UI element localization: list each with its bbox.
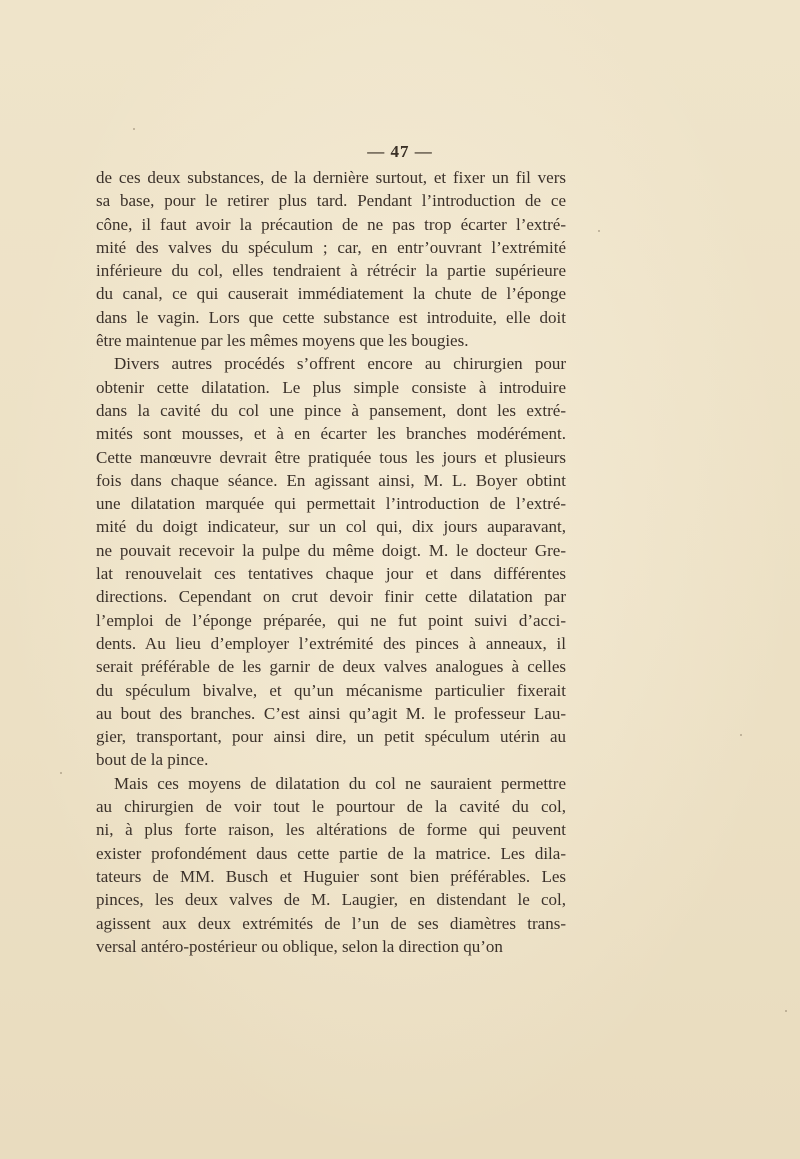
text-line: au bout des branches. C’est ainsi qu’agit M. le professeur Lau- xyxy=(96,703,566,723)
text-line: dans la cavité du col une pince à pansement, dont les extré- xyxy=(96,400,566,420)
text-line: de ces deux substances, de la dernière surtout, et fixer un fil vers xyxy=(96,168,566,187)
text-line: fois dans chaque séance. En agissant ainsi, M. L. Boyer obtint xyxy=(96,470,566,490)
text-line: mité des valves du spéculum ; car, en entr’ouvrant l’extrémité xyxy=(96,237,566,257)
text-line: lat renouvelait ces tentatives chaque jour et dans différentes xyxy=(96,564,566,584)
text-line: agissent aux deux extrémités de l’un de ses diamètres trans- xyxy=(96,913,566,933)
text-line: versal antéro-postérieur ou oblique, selon la direction qu’on xyxy=(96,936,503,956)
text-line: sa base, pour le retirer plus tard. Pendant l’introduction de ce xyxy=(96,191,566,211)
page-number: — 47 — xyxy=(367,142,433,161)
text-line: du spéculum bivalve, et qu’un mécanisme particulier fixerait xyxy=(96,680,566,700)
text-line: au chirurgien de voir tout le pourtour de la cavité du col, xyxy=(96,797,566,817)
text-line: bout de la pince. xyxy=(96,750,209,770)
text-line: dents. Au lieu d’employer l’extrémité des pinces à anneaux, il xyxy=(96,633,566,653)
paper-speck xyxy=(740,734,742,736)
text-line: tateurs de MM. Busch et Huguier sont bien préférables. Les xyxy=(96,866,566,886)
text-line: directions. Cependant on crut devoir finir cette dilatation par xyxy=(96,587,566,607)
text-line: mités sont mousses, et à en écarter les branches modérément. xyxy=(96,424,566,444)
paragraph xyxy=(96,772,566,958)
text-line: dans le vagin. Lors que cette substance est introduite, elle doit xyxy=(96,307,566,327)
text-line: serait préférable de les garnir de deux valves analogues à celles xyxy=(96,657,566,677)
text-line: ne pouvait recevoir la pulpe du même doigt. M. le docteur Gre- xyxy=(96,540,566,560)
paper-speck xyxy=(785,1010,787,1012)
text-line: être maintenue par les mêmes moyens que les bougies. xyxy=(96,331,469,351)
text-line: cône, il faut avoir la précaution de ne pas trop écarter l’extré- xyxy=(96,214,566,234)
paper-speck xyxy=(133,128,135,130)
body-text xyxy=(96,166,566,958)
text-line: Mais ces moyens de dilatation du col ne sauraient permettre xyxy=(114,773,566,793)
paragraph xyxy=(96,166,566,352)
text-line: pinces, les deux valves de M. Laugier, en distendant le col, xyxy=(96,890,566,910)
text-line: obtenir cette dilatation. Le plus simple consiste à introduire xyxy=(96,377,566,397)
text-line: l’emploi de l’éponge préparée, qui ne fut point suivi d’acci- xyxy=(96,610,566,630)
text-line: Cette manœuvre devrait être pratiquée tous les jours et plusieurs xyxy=(96,447,566,467)
paragraph xyxy=(96,352,566,771)
paper-speck xyxy=(598,230,600,232)
text-line: Divers autres procédés s’offrent encore au chirurgien pour xyxy=(114,354,566,374)
text-line: exister profondément daus cette partie de la matrice. Les dila- xyxy=(96,843,566,863)
text-line: une dilatation marquée qui permettait l’introduction de l’extré- xyxy=(96,494,566,514)
text-line: mité du doigt indicateur, sur un col qui, dix jours auparavant, xyxy=(96,517,566,537)
text-line: inférieure du col, elles tendraient à rétrécir la partie supérieure xyxy=(96,261,566,281)
text-line: gier, transportant, pour ainsi dire, un petit spéculum utérin au xyxy=(96,727,566,747)
text-line: du canal, ce qui causerait immédiatement la chute de l’éponge xyxy=(96,284,566,304)
text-line: ni, à plus forte raison, les altérations de forme qui peuvent xyxy=(96,820,566,840)
paper-speck xyxy=(60,772,62,774)
